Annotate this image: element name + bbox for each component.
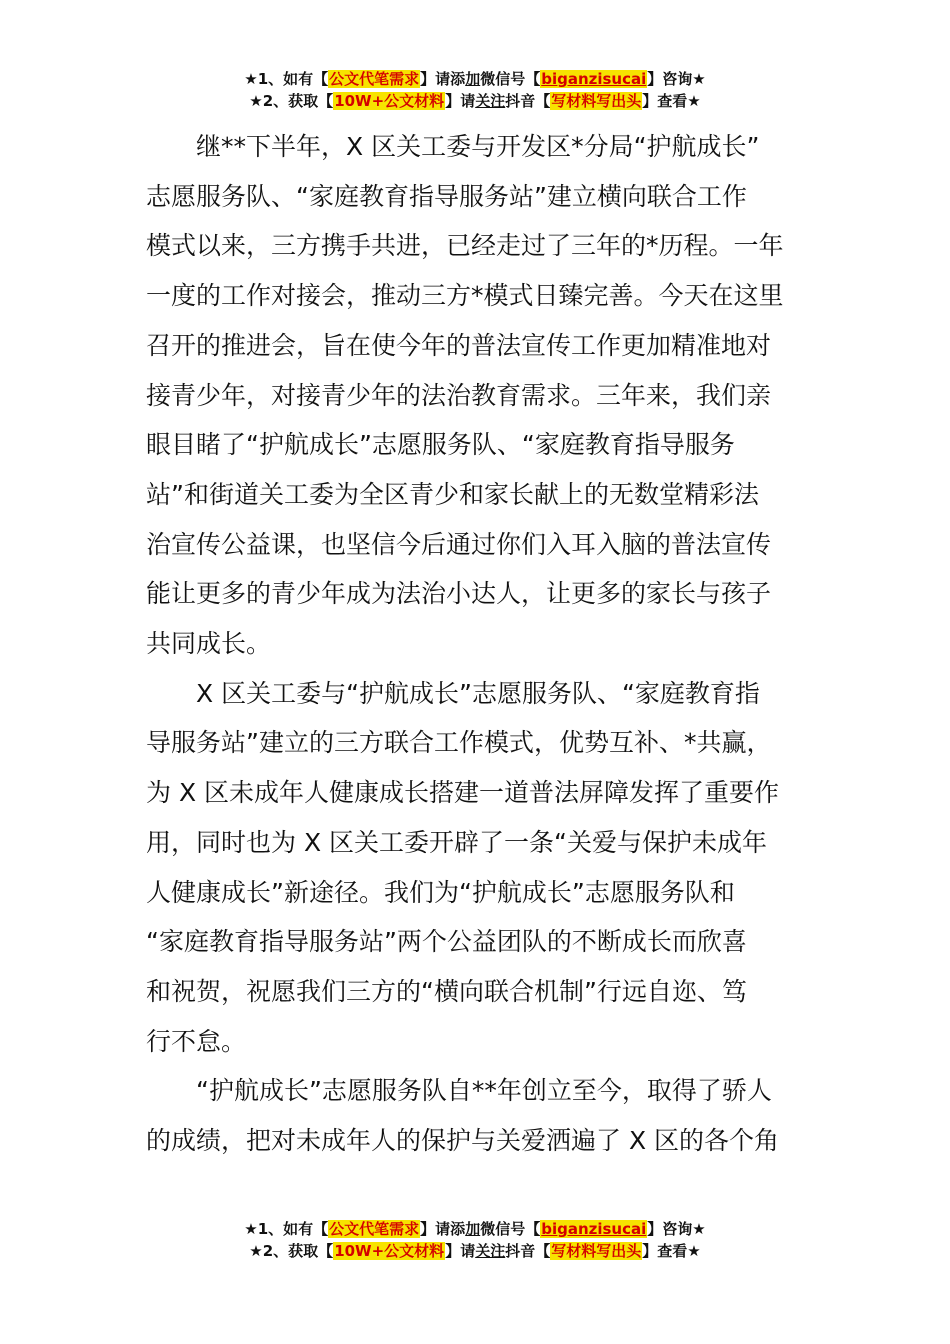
banner-highlight-douyin: 写材料写出头 <box>551 1242 642 1260</box>
banner-highlight-wechat-id: biganzisucai <box>541 1220 647 1238</box>
paragraph-2 <box>146 669 808 1067</box>
banner-text: 】咨询★ <box>647 70 706 88</box>
banner-text: 】请 <box>445 1242 476 1260</box>
text-line: 站”和街道关工委为全区青少和家长献上的无数堂精彩法 <box>146 479 759 509</box>
footer-banner <box>0 1218 950 1262</box>
text-line: 模式以来，三方携手共进，已经走过了三年的*历程。一年 <box>146 231 784 261</box>
text-line: X 区关工委与“护航成长”志愿服务队、“家庭教育指 <box>196 678 760 708</box>
banner-text: 抖音【 <box>505 1242 551 1260</box>
text-line: 共同成长。 <box>146 629 272 659</box>
banner-text: ★1、如有【 <box>244 70 329 88</box>
banner-text: ★2、获取【 <box>249 1242 334 1260</box>
text-line: 人健康成长”新途径。我们为“护航成长”志愿服务队和 <box>146 877 735 907</box>
text-line: 接青少年，对接青少年的法治教育需求。三年来，我们亲 <box>146 380 772 410</box>
text-line: 为 X 区未成年人健康成长搭建一道普法屏障发挥了重要作 <box>146 778 780 808</box>
text-line: 一度的工作对接会，推动三方*模式日臻完善。今天在这里 <box>146 281 784 311</box>
banner-text: 】查看★ <box>642 92 701 110</box>
banner-text: 微信号【 <box>480 70 541 88</box>
banner-emphasis: 关注 <box>475 1242 506 1260</box>
text-line: 眼目睹了“护航成长”志愿服务队、“家庭教育指导服务 <box>146 430 735 460</box>
text-line: 的成绩，把对未成年人的保护与关爱洒遍了 X 区的各个角 <box>146 1126 780 1156</box>
banner-text: 】查看★ <box>642 1242 701 1260</box>
text-line: “护航成长”志愿服务队自**年创立至今，取得了骄人 <box>196 1076 772 1106</box>
banner-text: 抖音【 <box>505 92 551 110</box>
paragraph-1 <box>146 122 808 669</box>
text-line: 导服务站”建立的三方联合工作模式，优势互补、*共赢， <box>146 728 772 758</box>
banner-text: 】请 <box>445 92 476 110</box>
banner-highlight: 10W+公文材料 <box>334 92 445 110</box>
banner-line-1 <box>0 68 950 90</box>
banner-highlight-wechat-id: biganzisucai <box>541 70 647 88</box>
text-line: 行不怠。 <box>146 1026 247 1056</box>
banner-text: 】请添 <box>420 70 466 88</box>
text-line: 继**下半年，X 区关工委与开发区*分局“护航成长” <box>196 132 760 161</box>
paragraph-3 <box>146 1066 808 1165</box>
banner-text: ★2、获取【 <box>249 92 334 110</box>
banner-text: 】咨询★ <box>647 1220 706 1238</box>
text-line: 召开的推进会，旨在使今年的普法宣传工作更加精准地对 <box>146 330 772 360</box>
banner-emphasis: 加 <box>465 70 481 88</box>
banner-emphasis: 加 <box>465 1220 481 1238</box>
document-body <box>146 122 808 1166</box>
banner-highlight: 公文代笔需求 <box>329 70 420 88</box>
banner-highlight: 10W+公文材料 <box>334 1242 445 1260</box>
text-line: 和祝贺，祝愿我们三方的“横向联合机制”行远自迩、笃 <box>146 976 747 1006</box>
banner-line-2 <box>0 1240 950 1262</box>
banner-emphasis: 关注 <box>475 92 506 110</box>
text-line: 能让更多的青少年成为法治小达人，让更多的家长与孩子 <box>146 579 772 609</box>
text-line: “家庭教育指导服务站”两个公益团队的不断成长而欣喜 <box>146 927 747 957</box>
text-line: 治宣传公益课，也坚信今后通过你们入耳入脑的普法宣传 <box>146 529 772 559</box>
text-line: 志愿服务队、“家庭教育指导服务站”建立横向联合工作 <box>146 181 747 211</box>
banner-text: 微信号【 <box>480 1220 541 1238</box>
banner-highlight: 公文代笔需求 <box>329 1220 420 1238</box>
banner-text: ★1、如有【 <box>244 1220 329 1238</box>
header-banner <box>0 68 950 112</box>
banner-text: 】请添 <box>420 1220 466 1238</box>
text-line: 用，同时也为 X 区关工委开辟了一条“关爱与保护未成年 <box>146 827 767 857</box>
banner-line-1 <box>0 1218 950 1240</box>
banner-highlight-douyin: 写材料写出头 <box>551 92 642 110</box>
banner-line-2 <box>0 90 950 112</box>
